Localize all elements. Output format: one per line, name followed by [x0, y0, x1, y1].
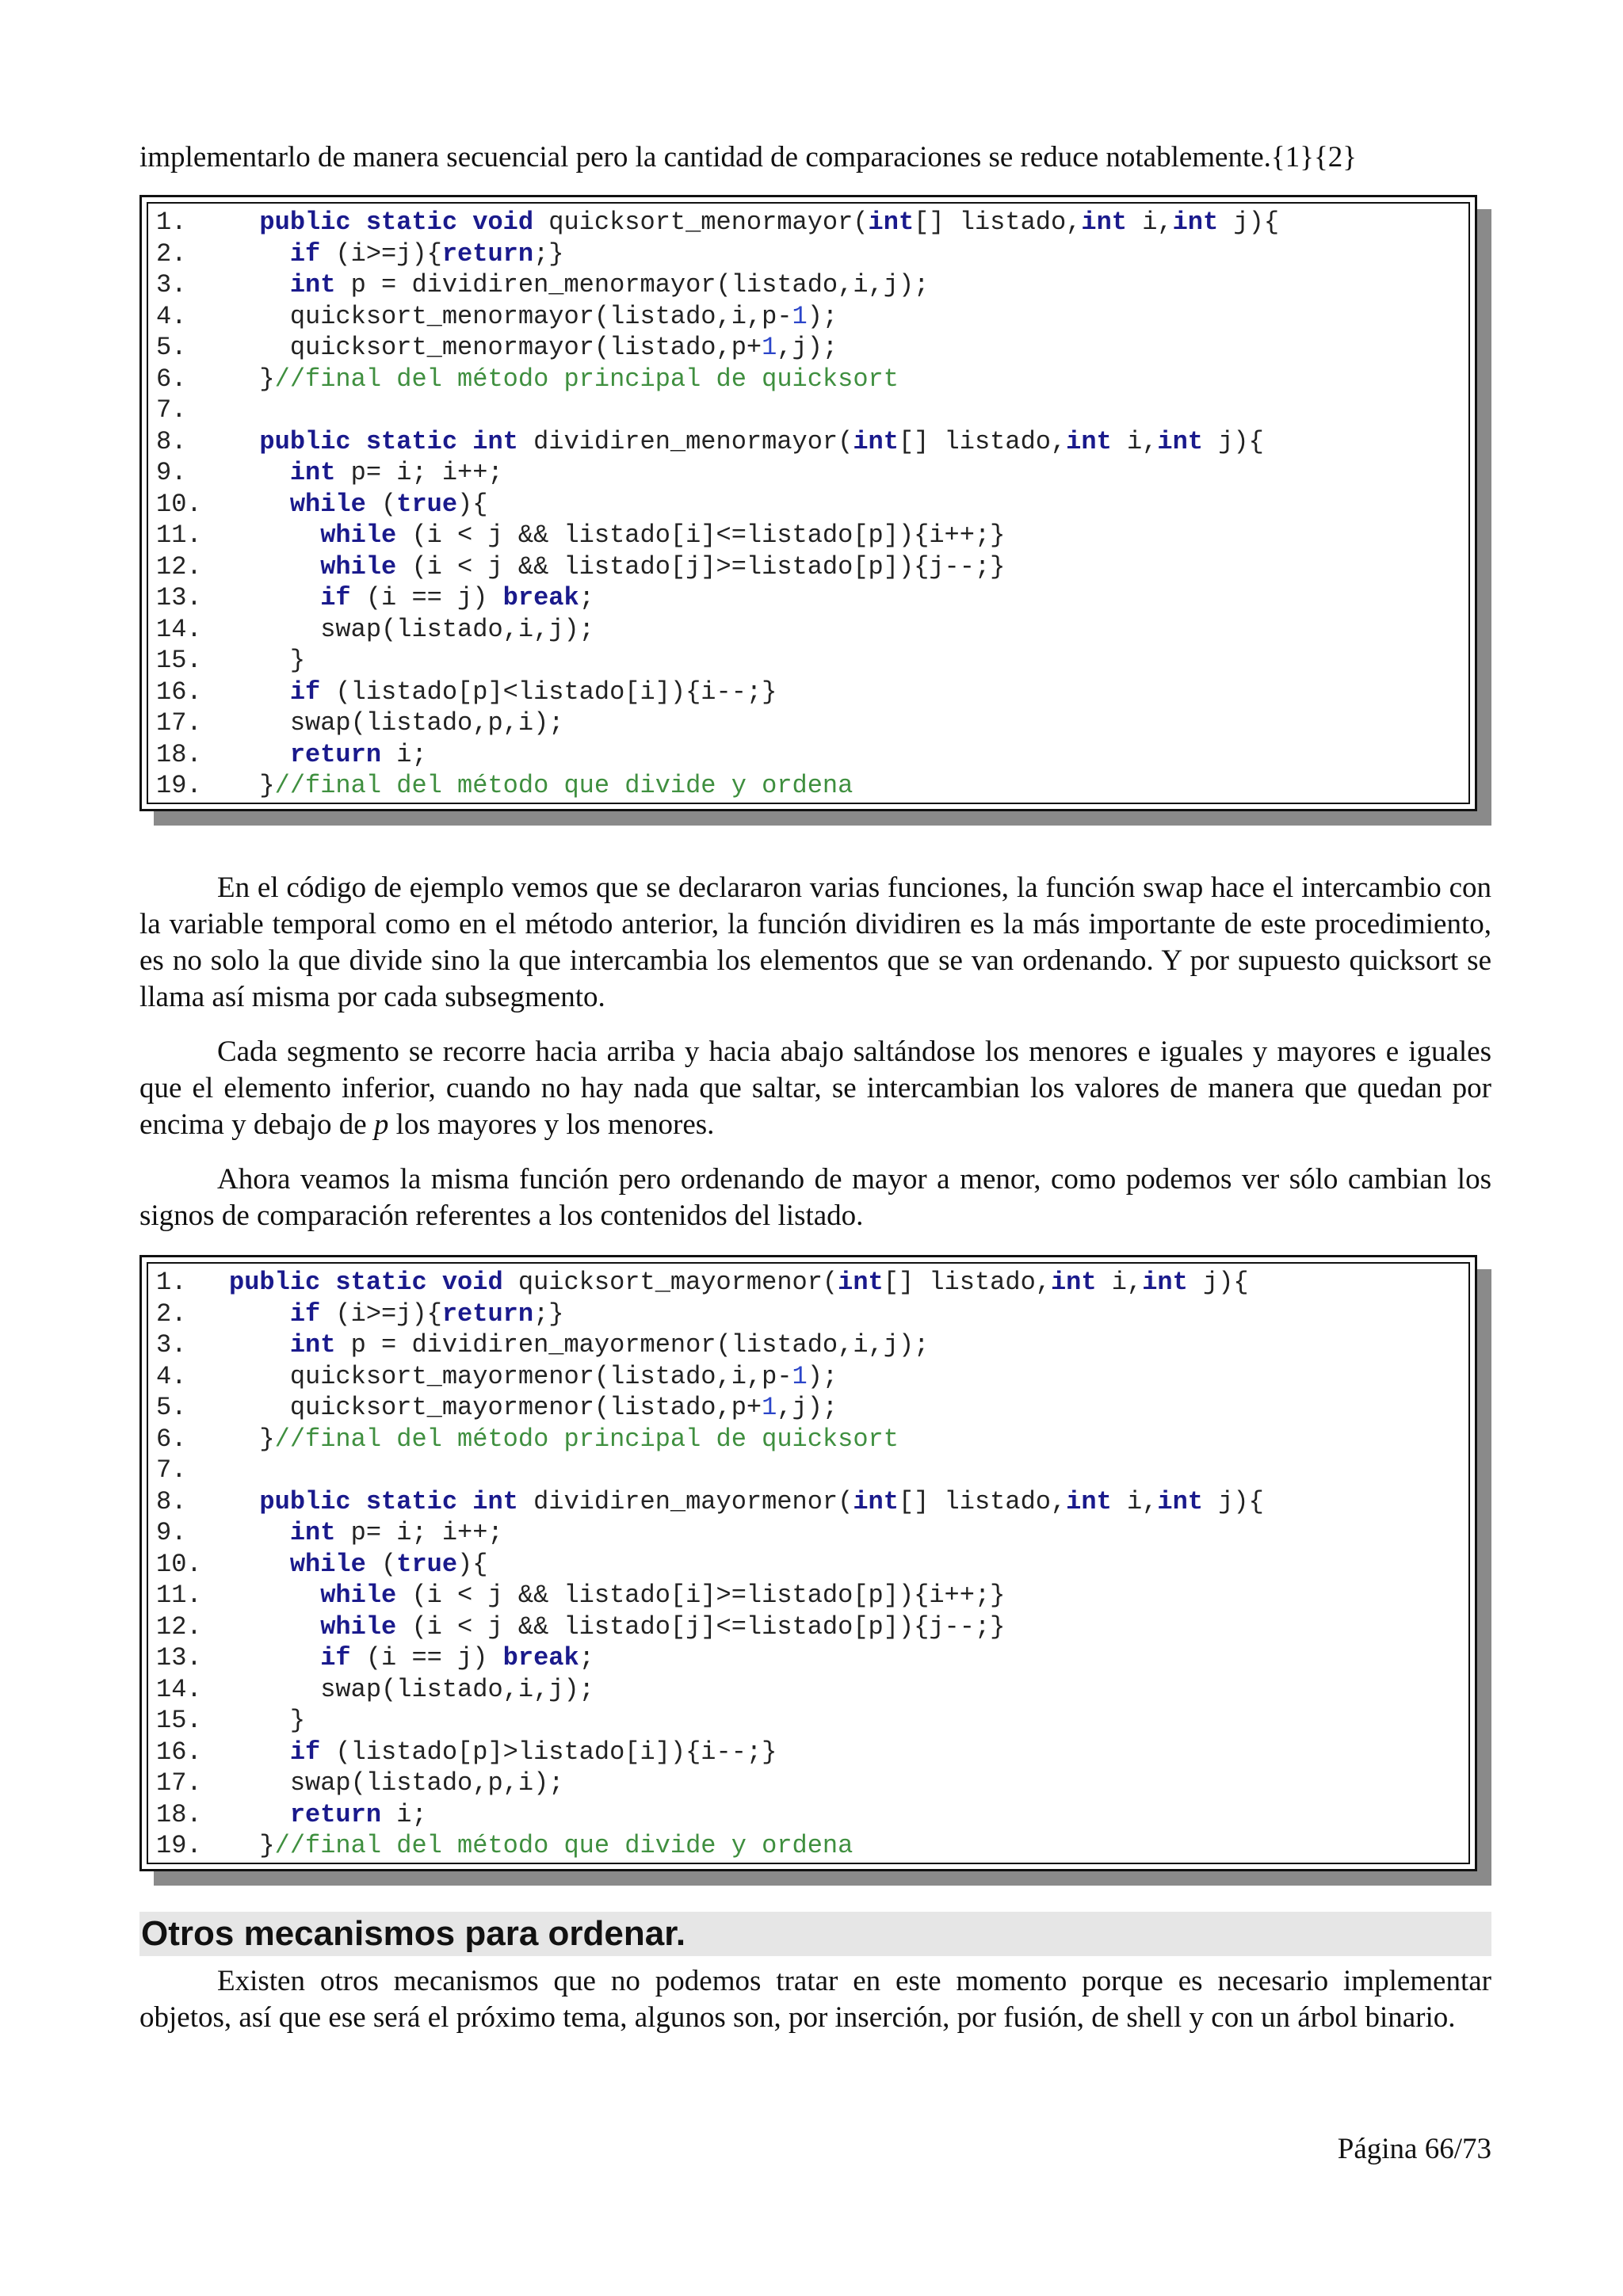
- line-number: 9.: [156, 458, 217, 487]
- code-line: [156, 1517, 1468, 1549]
- code-text: ;: [579, 1643, 594, 1672]
- intro-line: implementarlo de manera secuencial pero la cantidad de comparaciones se reduce notablemente.{1}{2}: [139, 141, 1357, 174]
- line-number: 16.: [156, 1737, 217, 1767]
- code-keyword: if: [289, 238, 321, 269]
- code-text: }: [229, 1706, 306, 1735]
- code-keyword: if: [320, 1643, 351, 1672]
- code-line: [156, 1830, 1468, 1862]
- code-keyword: if: [320, 583, 351, 612]
- code-text: (i>=j){: [320, 238, 442, 269]
- line-number: 8.: [156, 1486, 217, 1516]
- code-line: [156, 1768, 1468, 1799]
- code-comment: //final del método que divide y ordena: [274, 771, 854, 800]
- code-keyword: return: [441, 1299, 534, 1329]
- code-text: [229, 490, 290, 519]
- code-text: i;: [381, 739, 427, 769]
- code-keyword: return: [289, 1799, 382, 1829]
- line-number: 10.: [156, 1549, 217, 1579]
- code-text: [229, 1518, 290, 1547]
- code-keyword: while: [320, 521, 397, 550]
- code-text: (i < j && listado[j]<=listado[p]){j--;}: [396, 1611, 1006, 1642]
- code-keyword: int: [1157, 426, 1203, 456]
- line-number: 9.: [156, 1518, 217, 1547]
- code-line: [156, 1267, 1468, 1299]
- code-text: [229, 1800, 290, 1829]
- code-text: quicksort_mayormenor(listado,i,p-: [229, 1361, 792, 1391]
- line-number: 8.: [156, 426, 217, 456]
- line-number: 1.: [156, 208, 217, 237]
- code-text: ;}: [533, 1299, 564, 1329]
- code-comment: //final del método principal de quicksort: [274, 1424, 899, 1454]
- paragraph-other-methods: Existen otros mecanismos que no podemos tratar en este momento porque es necesario implementar objetos, así que ese será el próximo tema, algunos son, por inserción, por fusión, de shell y con un árbol binario.: [139, 1965, 1491, 2034]
- code-frame: [139, 195, 1477, 811]
- code-text: ;}: [533, 238, 564, 269]
- line-number: 4.: [156, 1361, 217, 1391]
- code-text: swap(listado,i,j);: [229, 1674, 594, 1704]
- code-text: i,: [1111, 426, 1158, 456]
- code-line: [156, 614, 1468, 646]
- code-text: [229, 1487, 259, 1516]
- code-text: [229, 427, 259, 456]
- code-text: [229, 521, 320, 550]
- section-heading: Otros mecanismos para ordenar.: [139, 1912, 1491, 1956]
- code-line: [156, 1329, 1468, 1361]
- code-keyword: int: [1066, 1486, 1112, 1516]
- code-keyword: break: [502, 583, 579, 612]
- code-listing-mayormenor: [139, 1255, 1477, 1871]
- line-number: 11.: [156, 1581, 217, 1610]
- code-line: [156, 1799, 1468, 1831]
- code-comment: //final del método principal de quicksort: [274, 364, 899, 394]
- code-keyword: public static void: [259, 208, 534, 237]
- code-keyword: int: [1081, 208, 1127, 237]
- code-line: [156, 1674, 1468, 1706]
- code-keyword: public static int: [259, 426, 518, 456]
- line-number: 16.: [156, 677, 217, 707]
- code-text: (i < j && listado[j]>=listado[p]){j--;}: [396, 551, 1006, 582]
- line-number: 13.: [156, 1643, 217, 1672]
- code-keyword: int: [1066, 426, 1112, 456]
- code-text: (i == j): [350, 1643, 503, 1672]
- variable-p: p: [373, 1108, 389, 1141]
- code-text: (listado[p]>listado[i]){i--;}: [320, 1737, 777, 1767]
- code-keyword: int: [289, 270, 336, 299]
- line-number: 18.: [156, 739, 217, 769]
- line-number: 12.: [156, 551, 217, 582]
- paragraph-segments-text-b: los mayores y los menores.: [388, 1108, 715, 1141]
- line-number: 12.: [156, 1611, 217, 1642]
- code-text: ){: [457, 1549, 488, 1579]
- line-number: 15.: [156, 646, 217, 675]
- code-text: [229, 1643, 320, 1672]
- line-number: 11.: [156, 521, 217, 550]
- code-text: }: [229, 646, 306, 675]
- code-line: [156, 332, 1468, 364]
- code-text: j){: [1203, 426, 1264, 456]
- line-number: 2.: [156, 1299, 217, 1329]
- code-keyword: public static int: [259, 1486, 518, 1516]
- code-text: }: [229, 1424, 275, 1454]
- code-keyword: if: [289, 1299, 321, 1329]
- code-line: [156, 1299, 1468, 1330]
- code-text: i;: [381, 1799, 427, 1829]
- code-line: [156, 1642, 1468, 1674]
- code-line: [156, 1424, 1468, 1455]
- code-listing-menormayor: [139, 195, 1477, 811]
- code-text: swap(listado,p,i);: [229, 708, 564, 738]
- code-line: [156, 1580, 1468, 1611]
- code-text: }: [229, 771, 275, 800]
- code-line: [156, 489, 1468, 521]
- code-text: ,j);: [777, 333, 838, 362]
- page-number: Página 66/73: [1337, 2133, 1491, 2165]
- code-line: [156, 457, 1468, 489]
- code-line: [156, 1611, 1468, 1643]
- code-text: }: [229, 1831, 275, 1860]
- code-line: [156, 1705, 1468, 1737]
- code-text: quicksort_menormayor(: [533, 208, 869, 237]
- code-text: swap(listado,i,j);: [229, 614, 594, 644]
- code-keyword: break: [502, 1643, 579, 1672]
- code-text: quicksort_menormayor(listado,p+: [229, 333, 762, 362]
- code-keyword: return: [441, 238, 534, 269]
- code-keyword: return: [289, 739, 382, 769]
- code-text: [229, 1737, 290, 1767]
- code-text: [229, 239, 290, 269]
- code-body: [147, 1262, 1470, 1864]
- line-number: 14.: [156, 614, 217, 644]
- line-number: 3.: [156, 1330, 217, 1360]
- code-keyword: int: [868, 208, 915, 237]
- code-text: );: [807, 301, 838, 331]
- code-keyword: true: [396, 489, 458, 519]
- code-keyword: if: [289, 1737, 321, 1767]
- code-line: [156, 551, 1468, 583]
- line-number: 18.: [156, 1799, 217, 1829]
- code-text: quicksort_menormayor(listado,i,p-: [229, 301, 792, 331]
- code-keyword: int: [853, 426, 899, 456]
- code-line: [156, 770, 1468, 802]
- code-text: [] listado,: [898, 1486, 1067, 1516]
- code-text: (i == j): [350, 583, 503, 612]
- code-text: p= i; i++;: [335, 1518, 503, 1547]
- line-number: 3.: [156, 270, 217, 299]
- code-line: [156, 1549, 1468, 1581]
- code-line: [156, 707, 1468, 739]
- code-keyword: int: [289, 458, 336, 487]
- line-number: 10.: [156, 489, 217, 519]
- code-text: swap(listado,p,i);: [229, 1768, 564, 1798]
- paragraph-segments: [139, 1034, 1491, 1143]
- paragraph-explanation: En el código de ejemplo vemos que se declararon varias funciones, la función swap hace el intercambio con la variable temporal como en el método anterior, la función dividiren es la más importante de este procedimiento, es no solo la que divide sino la que intercambia los elementos que se van ordenando. Y por supuesto quicksort se llama así misma por cada subsegmento.: [139, 871, 1491, 1013]
- code-text: (i < j && listado[i]>=listado[p]){i++;}: [396, 1581, 1006, 1610]
- code-text: dividiren_menormayor(: [517, 426, 854, 456]
- line-number: 2.: [156, 238, 217, 269]
- code-keyword: int: [853, 1486, 899, 1516]
- code-text: p = dividiren_menormayor(listado,i,j);: [335, 270, 930, 299]
- code-text: j){: [1203, 1486, 1264, 1516]
- code-text: }: [229, 364, 275, 394]
- code-text: ){: [457, 489, 488, 519]
- code-text: [] listado,: [914, 208, 1082, 237]
- code-line: [156, 364, 1468, 395]
- line-number: 4.: [156, 301, 217, 331]
- code-line: [156, 301, 1468, 333]
- code-text: (: [365, 1549, 397, 1579]
- code-text: p= i; i++;: [335, 458, 503, 487]
- code-keyword: int: [1157, 1486, 1203, 1516]
- code-line: [156, 582, 1468, 614]
- code-text: [229, 1330, 290, 1360]
- code-keyword: if: [289, 677, 321, 707]
- code-text: [229, 740, 290, 769]
- line-number: 5.: [156, 1393, 217, 1422]
- code-keyword: int: [289, 1518, 336, 1547]
- code-text: p = dividiren_mayormenor(listado,i,j);: [335, 1330, 930, 1360]
- code-line: [156, 1737, 1468, 1768]
- code-text: [] listado,: [883, 1268, 1051, 1297]
- line-number: 6.: [156, 364, 217, 394]
- code-line: [156, 739, 1468, 771]
- line-number: 6.: [156, 1424, 217, 1454]
- code-text: [] listado,: [898, 426, 1067, 456]
- code-text: [229, 1550, 290, 1579]
- code-text: [229, 677, 290, 707]
- code-keyword: int: [1172, 208, 1219, 237]
- code-keyword: int: [1050, 1268, 1097, 1297]
- code-text: (: [365, 489, 397, 519]
- code-line: [156, 520, 1468, 551]
- code-text: [229, 270, 290, 299]
- code-keyword: while: [320, 1611, 397, 1642]
- code-line: [156, 1392, 1468, 1424]
- code-text: [229, 1581, 320, 1610]
- code-keyword: int: [1142, 1268, 1188, 1297]
- code-text: quicksort_mayormenor(listado,p+: [229, 1393, 762, 1422]
- paragraph-segments-text-a: Cada segmento se recorre hacia arriba y hacia abajo saltándose los menores e iguales y mayores e iguales que el elemento inferior, cuando no hay nada que saltar, se intercambian los valores de manera que quedan por encima y debajo de: [139, 1035, 1491, 1141]
- line-number: 15.: [156, 1706, 217, 1735]
- code-text: j){: [1218, 208, 1280, 237]
- code-text: 1: [792, 1361, 808, 1391]
- line-number: 17.: [156, 708, 217, 738]
- code-text: ,j);: [777, 1393, 838, 1422]
- code-line: [156, 1455, 1468, 1486]
- code-line: [156, 207, 1468, 238]
- code-line: [156, 645, 1468, 677]
- code-comment: //final del método que divide y ordena: [274, 1831, 854, 1860]
- line-number: 1.: [156, 1268, 202, 1297]
- line-number: 7.: [156, 395, 217, 425]
- code-text: [229, 583, 320, 612]
- line-number: 19.: [156, 1831, 217, 1860]
- code-keyword: while: [320, 551, 397, 582]
- code-text: 1: [762, 1393, 777, 1422]
- code-text: (i < j && listado[i]<=listado[p]){i++;}: [396, 521, 1006, 550]
- code-keyword: while: [320, 1581, 397, 1610]
- code-text: [229, 552, 320, 582]
- code-line: [156, 426, 1468, 458]
- code-text: ;: [579, 583, 594, 612]
- code-keyword: while: [289, 1549, 366, 1579]
- code-text: 1: [792, 301, 808, 331]
- code-text: );: [807, 1361, 838, 1391]
- line-number: 19.: [156, 771, 217, 800]
- code-keyword: int: [289, 1330, 336, 1360]
- line-number: 17.: [156, 1768, 217, 1798]
- code-text: quicksort_mayormenor(: [502, 1268, 838, 1297]
- line-number: 14.: [156, 1674, 217, 1704]
- code-line: [156, 677, 1468, 708]
- code-text: [229, 1612, 320, 1642]
- code-text: i,: [1111, 1486, 1158, 1516]
- code-text: (listado[p]<listado[i]){i--;}: [320, 677, 777, 707]
- code-text: i,: [1126, 208, 1173, 237]
- code-keyword: int: [838, 1268, 884, 1297]
- code-line: [156, 1361, 1468, 1393]
- code-line: [156, 395, 1468, 426]
- code-text: [229, 458, 290, 487]
- code-text: dividiren_mayormenor(: [517, 1486, 854, 1516]
- code-text: (i>=j){: [320, 1299, 442, 1329]
- code-text: [229, 1299, 290, 1329]
- code-keyword: while: [289, 489, 366, 519]
- code-text: 1: [762, 333, 777, 362]
- code-line: [156, 1486, 1468, 1518]
- paragraph-intro-mayormenor: Ahora veamos la misma función pero ordenando de mayor a menor, como podemos ver sólo cambian los signos de comparación referentes a los contenidos del listado.: [139, 1163, 1491, 1232]
- code-line: [156, 238, 1468, 270]
- code-text: j){: [1187, 1268, 1249, 1297]
- code-keyword: public static void: [229, 1268, 503, 1297]
- code-body: [147, 202, 1470, 804]
- code-text: [229, 208, 259, 237]
- code-text: i,: [1096, 1268, 1143, 1297]
- code-line: [156, 269, 1468, 301]
- line-number: 13.: [156, 583, 217, 612]
- code-frame: [139, 1255, 1477, 1871]
- line-number: 5.: [156, 333, 217, 362]
- code-keyword: true: [396, 1549, 458, 1579]
- line-number: 7.: [156, 1455, 217, 1485]
